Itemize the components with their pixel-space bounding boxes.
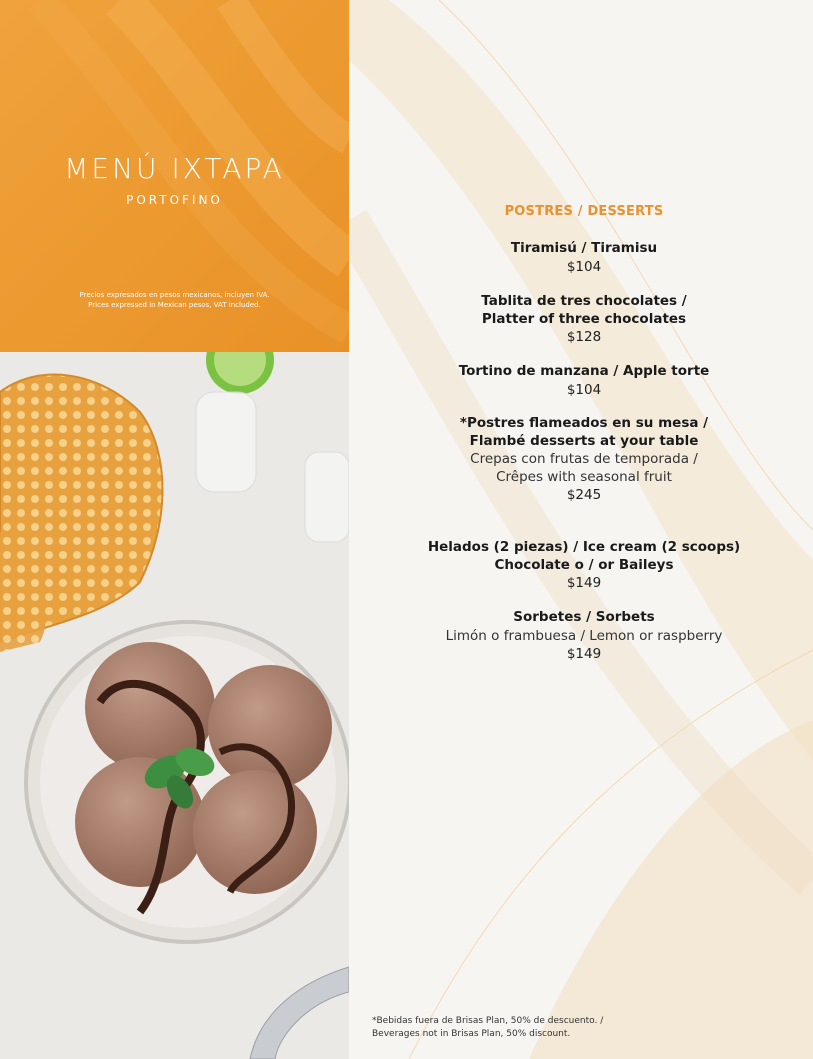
item-name: Tablita de tres chocolates / [481, 293, 687, 309]
item-price: $128 [566, 329, 602, 345]
item-name: Sorbetes / Sorbets [513, 609, 655, 625]
menu-item-ice-cream [349, 539, 813, 592]
brand-panel [0, 0, 349, 352]
beverage-footnote [372, 1015, 792, 1041]
right-column [349, 0, 813, 1059]
menu-item-apple-torte [349, 363, 813, 399]
price-note-es: Precios expresados en pesos mexicanos, incluyen IVA. [79, 291, 270, 299]
price-note [0, 290, 349, 310]
footnote-en: Beverages not in Brisas Plan, 50% discount. [372, 1029, 571, 1039]
restaurant-name: PORTOFINO [126, 193, 223, 207]
footnote-es: *Bebidas fuera de Brisas Plan, 50% de descuento. / [372, 1016, 604, 1026]
item-name: Tortino de manzana / Apple torte [458, 363, 710, 379]
menu-item-tiramisu [349, 240, 813, 276]
item-name: Tiramisú / Tiramisu [510, 240, 658, 256]
menu-title: MENÚ IXTAPA [64, 152, 285, 185]
item-price: $245 [566, 487, 602, 503]
left-column [0, 0, 349, 1059]
item-name: Helados (2 piezas) / Ice cream (2 scoops) [427, 539, 741, 555]
ice-cream-illustration [0, 352, 349, 1059]
menu-item-flambe [349, 415, 813, 504]
item-name: *Postres flameados en su mesa / [459, 415, 709, 431]
item-description: Crepas con frutas de temporada / [470, 451, 698, 467]
item-flavors: Chocolate o / or Baileys [494, 556, 674, 573]
item-name-en: Platter of three chocolates [481, 310, 687, 327]
item-name-en: Flambé desserts at your table [469, 432, 699, 449]
item-description: Limón o frambuesa / Lemon or raspberry [445, 627, 723, 644]
item-price: $149 [566, 575, 602, 591]
price-note-en: Prices expressed in Mexican pesos, VAT included. [88, 301, 261, 309]
item-description-en: Crêpes with seasonal fruit [496, 469, 672, 485]
menu-item-chocolates [349, 293, 813, 346]
background-waves [349, 0, 813, 1059]
item-price: $104 [566, 258, 602, 275]
menu-item-sorbets [349, 609, 813, 663]
item-price: $104 [566, 381, 602, 398]
item-price: $149 [566, 645, 602, 662]
ice-cream-photo [0, 352, 349, 1059]
section-title-desserts: POSTRES / DESSERTS [504, 204, 664, 219]
